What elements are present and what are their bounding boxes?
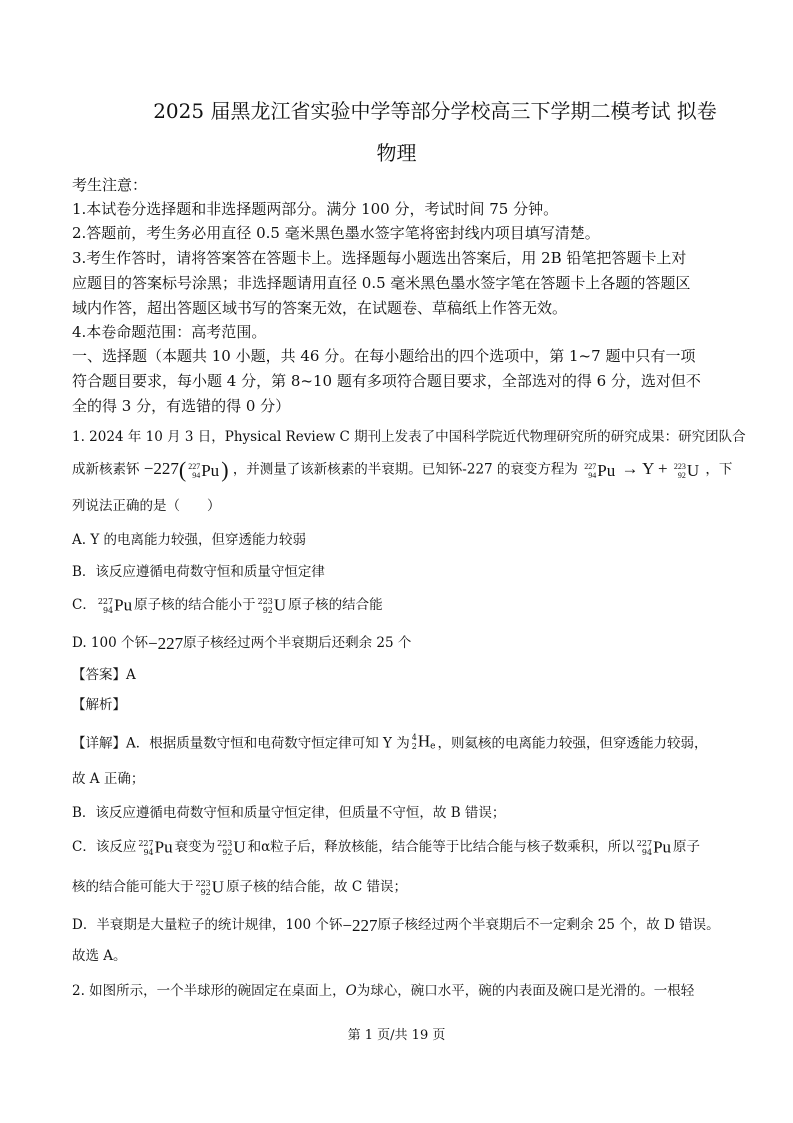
neg227: −227 [143,459,179,478]
pu-mass: 227 [188,461,201,471]
c-u-sym: U [273,595,287,615]
d4-pu2-num: 94 [641,847,653,857]
pu227-formula: −227( 227 94 Pu) [143,457,229,483]
d4-c: 和 [247,839,262,855]
eq-pu-sym: Pu [597,460,616,480]
opt-d-neg227: −227 [147,633,184,653]
eq-u-mass: 223 [673,461,686,471]
d4-u-sym: U [233,837,246,857]
q1-analysis: 【解析】 [72,697,126,713]
d4-pu2 [637,836,671,859]
q1-text: 成新核素钚 [72,461,140,478]
q1-detail-7: 故选 A。 [72,948,127,964]
q1-line3: 列说法正确的是（ ） [72,498,221,514]
d4-a: C．该反应 [72,839,137,855]
q1-option-c [72,594,732,617]
eq-pu-num: 94 [588,470,597,480]
d4-pu2-sym: Pu [653,837,672,857]
eq-pu-mass: 227 [584,461,597,471]
section-heading-cont: 符合题目要求，每小题 4 分，第 8~10 题有多项符合题目要求，全部选对的得 6 分，选对但不 [72,372,701,390]
d5-u-num: 92 [200,887,211,897]
q1-answer: 【答案】A [72,667,136,683]
he-sym: H [417,731,431,751]
exam-title: 2025 届黑龙江省实验中学等部分学校高三下学期二模考试 拟卷 [153,99,717,123]
q1-option-b: B．该反应遵循电荷数守恒和质量守恒定律 [72,564,325,580]
d4-b: 衰变为 [174,839,216,855]
c-pu-mass: 227 [97,596,114,606]
d4-pu [138,836,172,859]
q1-detail-5 [72,876,732,899]
d4-u-num: 92 [222,847,233,857]
d4-pu-sym: Pu [154,837,173,857]
opt-c-label: C． [72,597,96,613]
d5-u-mass: 223 [195,878,211,888]
opt-d-text: D. 100 个钚 [72,635,148,651]
q1-detail-3: B．该反应遵循电荷数守恒和质量守恒定律，但质量不守恒，故 B 错误； [72,805,506,821]
d6-a: D．半衰期是大量粒子的统计规律，100 个钚 [72,917,343,933]
d4-pu2-mass: 227 [636,838,653,848]
eq-arrow: → Y + [621,459,668,478]
pu-num: 94 [192,470,201,480]
opt-c-pu [98,594,132,617]
q1-detail-1 [72,730,732,758]
eq-u-sym: U [686,460,700,480]
subject-title: 物理 [376,141,417,165]
he-formula [412,730,436,758]
section-heading: 一、选择题（本题共 10 小题，共 46 分。在每小题给出的四个选项中，第 1~7 题中只有一项 [72,347,696,365]
q1-line2 [72,458,732,482]
d4-u-mass: 223 [217,838,233,848]
q1-detail-4 [72,836,732,859]
q2-o: O [345,983,357,999]
notice-heading: 考生注意： [72,176,148,194]
q1-text-b: ，并测量了该新核素的半衰期。已知钚-227 的衰变方程为 [232,461,578,478]
notice-item-3-cont2: 域内作答，超出答题区域书写的答案无效，在试题卷、草稿纸上作答无效。 [72,299,568,317]
q1-detail-2: 故 A 正确； [72,771,145,787]
detail-b: ，则氦核的电离能力较强，但穿透能力较弱， [437,735,708,752]
c-u-mass: 223 [257,596,273,606]
notice-item-1: 1.本试卷分选择题和非选择题两部分。满分 100 分，考试时间 75 分钟。 [72,200,559,218]
d4-pu-num: 94 [143,847,154,857]
d4-pu-mass: 227 [138,838,154,848]
q2-text-b: 为球心，碗口水平，碗的内表面及碗口是光滑的。一根轻 [356,983,695,999]
alpha-symbol: α [261,839,271,855]
he-mass: 4 [411,732,417,742]
q1-line1: 1. 2024 年 10 月 3 日，Physical Review C 期刊上发表了中国科学院近代物理研究所的研究成果：研究团队合 [72,429,746,445]
c-u-num: 92 [262,605,273,615]
c-pu-sym: Pu [114,595,133,615]
notice-item-2: 2.答题前，考生务必用直径 0.5 毫米黑色墨水签字笔将密封线内项目填写清楚。 [72,224,600,242]
d5-a: 核的结合能可能大于 [72,879,194,895]
opt-c-text: 原子核的结合能小于 [134,597,256,613]
d4-u [217,836,246,859]
he-num: 2 [411,741,417,751]
notice-item-3-cont: 应题目的答案标号涂黑；非选择题请用直径 0.5 毫米黑色墨水签字笔在答题卡上各题的答题区 [72,274,691,292]
d6-neg227: −227 [342,915,378,935]
d4-d: 粒子后，释放核能，结合能等于比结合能与核子数乘积，所以 [270,839,635,855]
pu-sym: Pu [201,460,220,480]
eq-u-num: 92 [677,470,686,480]
opt-d-text2: 原子核经过两个半衰期后还剩余 25 个 [183,635,412,651]
opt-c-u [258,594,287,617]
detail-a: 【详解】A．根据质量数守恒和电荷数守恒定律可知 Y 为 [72,735,410,752]
q1-option-a: A. Y 的电离能力较强，但穿透能力较弱 [72,532,307,548]
d5-u [196,876,225,899]
d5-b: 原子核的结合能，故 C 错误； [226,879,407,895]
q1-option-d [72,632,732,655]
d4-e: 原子 [673,839,701,855]
q2-line1 [72,980,732,1002]
d5-u-sym: U [211,877,225,897]
section-heading-cont2: 全的得 3 分，有选错的得 0 分） [72,397,291,415]
notice-item-3: 3.考生作答时，请将答案答在答题卡上。选择题每小题选出答案后，用 2B 铅笔把答题卡上对 [72,249,687,267]
page-footer: 第 1 页/共 19 页 [347,1028,446,1043]
q2-text-a: 2. 如图所示，一个半球形的碗固定在桌面上， [72,983,346,999]
opt-c-text2: 原子核的结合能 [288,597,383,613]
d6-b: 原子核经过两个半衰期后不一定剩余 25 个，故 D 错误。 [377,917,720,933]
decay-equation [582,458,701,482]
q1-detail-6 [72,914,732,937]
q1-text-c: ，下 [705,461,733,478]
c-pu-num: 94 [102,605,114,615]
notice-item-4: 4.本卷命题范围：高考范围。 [72,323,267,341]
he-sub: e [430,741,436,752]
